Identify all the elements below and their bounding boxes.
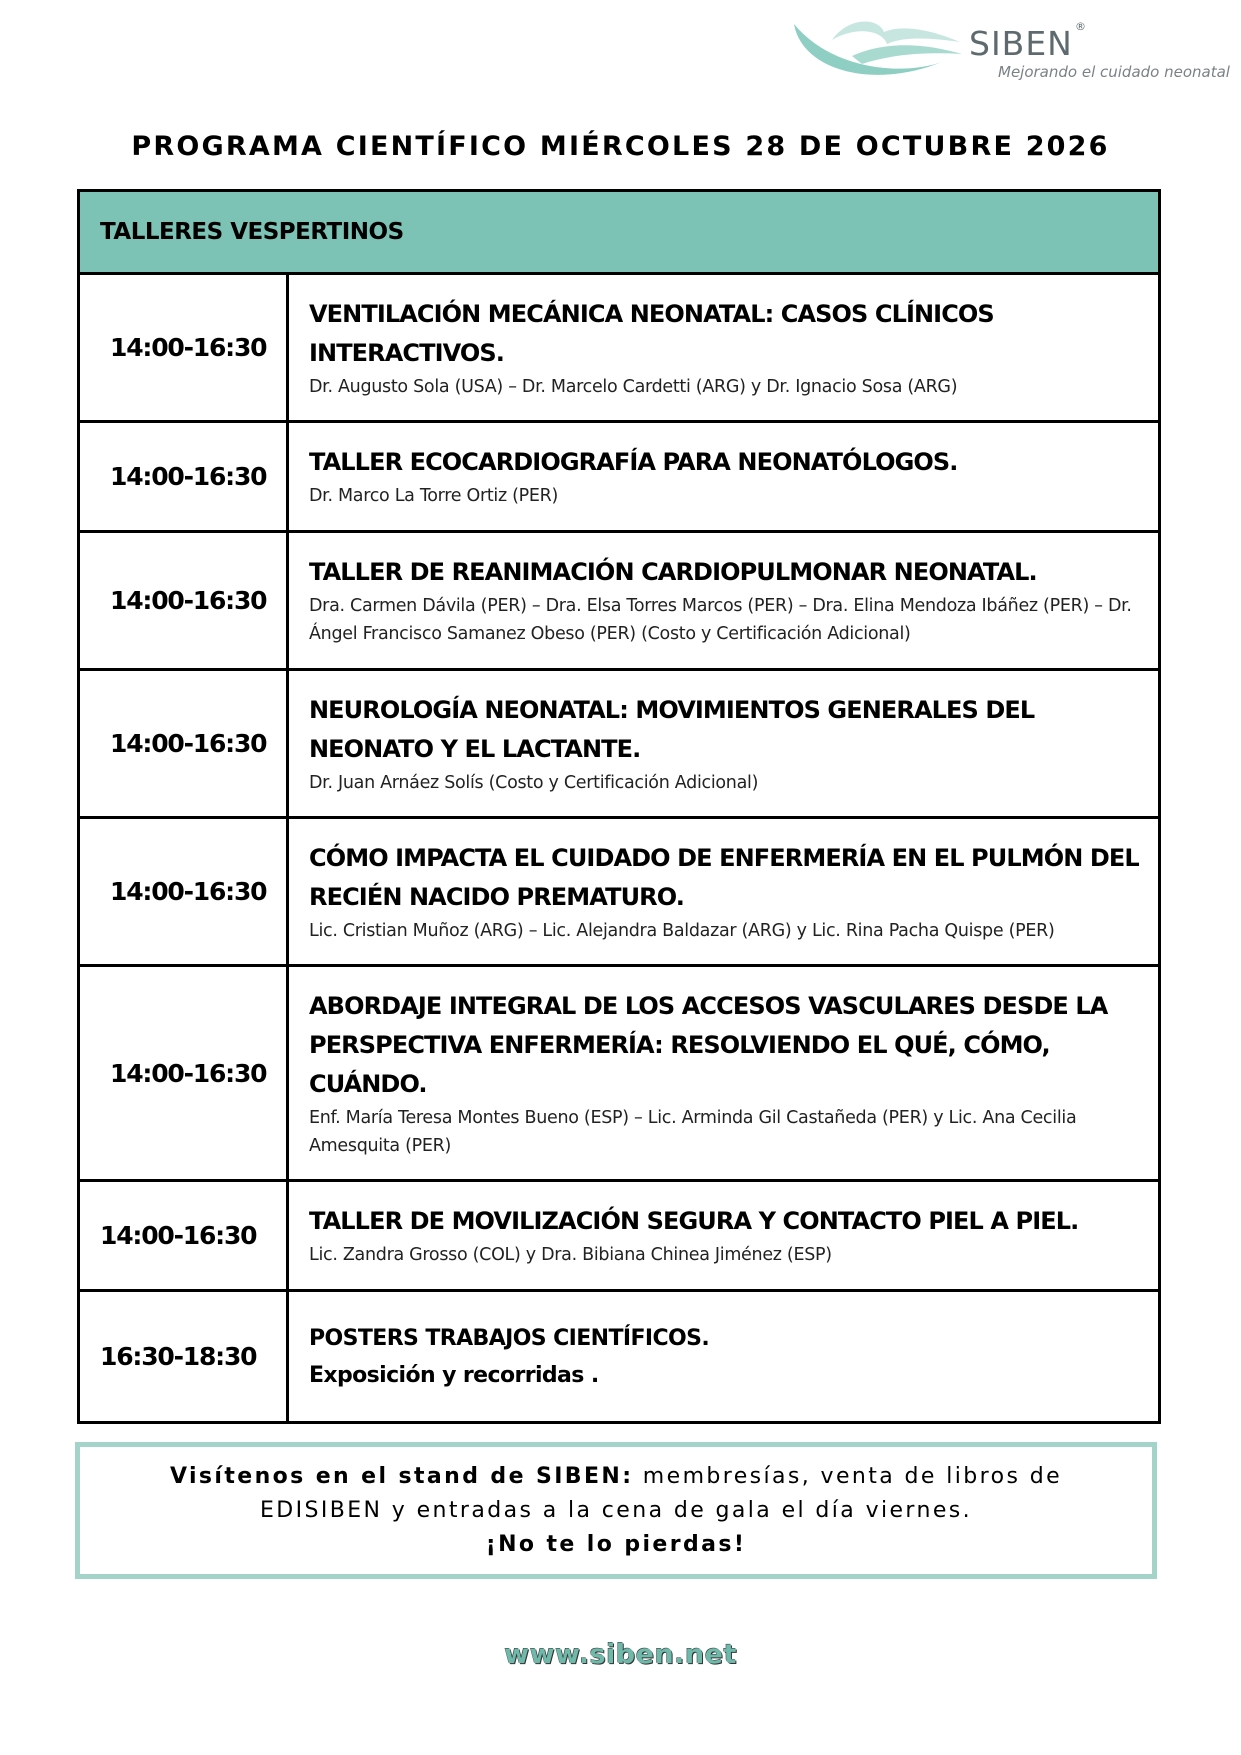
session-speakers: Dra. Carmen Dávila (PER) – Dra. Elsa Torres Marcos (PER) – Dra. Elina Mendoza Ibáñez (PER) – Dr. Ángel Francisco Samanez Obeso (PER) (Costo y Certificación Adicional) bbox=[309, 596, 1132, 644]
session-content bbox=[289, 819, 1158, 964]
session-content bbox=[289, 671, 1158, 816]
session-title: TALLER DE MOVILIZACIÓN SEGURA Y CONTACTO PIEL A PIEL. bbox=[309, 1207, 1079, 1235]
session-time: 14:00-16:30 bbox=[80, 533, 289, 668]
session-content bbox=[289, 1182, 1158, 1289]
promo-body-1: membresías, venta de libros de bbox=[633, 1463, 1063, 1489]
session-content bbox=[289, 423, 1158, 530]
schedule-row bbox=[80, 1182, 1158, 1292]
session-time: 14:00-16:30 bbox=[80, 423, 289, 530]
session-title: TALLER ECOCARDIOGRAFÍA PARA NEONATÓLOGOS. bbox=[309, 448, 958, 476]
session-time: 14:00-16:30 bbox=[80, 967, 289, 1179]
session-time: 14:00-16:30 bbox=[80, 275, 289, 420]
session-speakers: Dr. Augusto Sola (USA) – Dr. Marcelo Cardetti (ARG) y Dr. Ignacio Sosa (ARG) bbox=[309, 376, 958, 397]
siben-swoosh-icon bbox=[792, 10, 972, 90]
schedule-table bbox=[77, 189, 1161, 1424]
session-time: 14:00-16:30 bbox=[80, 819, 289, 964]
posters-title: POSTERS TRABAJOS CIENTÍFICOS. bbox=[309, 1325, 710, 1351]
promo-body-2: EDISIBEN y entradas a la cena de gala el día viernes. bbox=[259, 1497, 973, 1523]
schedule-row bbox=[80, 533, 1158, 671]
logo-tagline: Mejorando el cuidado neonatal bbox=[998, 63, 1230, 81]
session-speakers: Lic. Zandra Grosso (COL) y Dra. Bibiana Chinea Jiménez (ESP) bbox=[309, 1245, 832, 1265]
schedule-row bbox=[80, 1292, 1158, 1421]
siben-stand-promo bbox=[75, 1442, 1157, 1579]
section-header: TALLERES VESPERTINOS bbox=[80, 192, 1158, 275]
posters-time: 16:30-18:30 bbox=[80, 1292, 289, 1421]
logo-registered-mark: ® bbox=[1075, 20, 1086, 33]
promo-cta: ¡No te lo pierdas! bbox=[485, 1531, 747, 1557]
session-title: NEUROLOGÍA NEONATAL: MOVIMIENTOS GENERALES DEL NEONATO Y EL LACTANTE. bbox=[309, 695, 1035, 763]
page-title: PROGRAMA CIENTÍFICO MIÉRCOLES 28 DE OCTUBRE 2026 bbox=[131, 131, 1110, 162]
logo-name: SIBEN bbox=[969, 24, 1073, 63]
website-link[interactable]: www.siben.net bbox=[504, 1639, 737, 1670]
schedule-row bbox=[80, 275, 1158, 423]
session-title: TALLER DE REANIMACIÓN CARDIOPULMONAR NEONATAL. bbox=[309, 558, 1037, 586]
schedule-row bbox=[80, 819, 1158, 967]
session-speakers: Dr. Marco La Torre Ortiz (PER) bbox=[309, 486, 559, 506]
posters-content bbox=[289, 1292, 1158, 1421]
session-title: ABORDAJE INTEGRAL DE LOS ACCESOS VASCULARES DESDE LA PERSPECTIVA ENFERMERÍA: RESOLVIENDO EL QUÉ, CÓMO, CUÁNDO. bbox=[309, 991, 1108, 1098]
session-content bbox=[289, 967, 1158, 1179]
session-speakers: Enf. María Teresa Montes Bueno (ESP) – Lic. Arminda Gil Castañeda (PER) y Lic. Ana Cecilia Amesquita (PER) bbox=[309, 1107, 1077, 1156]
promo-lead: Visítenos en el stand de SIBEN: bbox=[169, 1463, 634, 1489]
promo-line-1 bbox=[170, 1460, 1062, 1494]
session-title: VENTILACIÓN MECÁNICA NEONATAL: CASOS CLÍNICOS INTERACTIVOS. bbox=[309, 299, 994, 367]
schedule-row bbox=[80, 671, 1158, 819]
session-time: 14:00-16:30 bbox=[80, 671, 289, 816]
schedule-row bbox=[80, 967, 1158, 1182]
session-speakers: Lic. Cristian Muñoz (ARG) – Lic. Alejandra Baldazar (ARG) y Lic. Rina Pacha Quispe (PER) bbox=[309, 920, 1055, 941]
siben-logo bbox=[792, 10, 1230, 90]
session-time: 14:00-16:30 bbox=[80, 1182, 289, 1289]
session-content bbox=[289, 533, 1158, 668]
session-content bbox=[289, 275, 1158, 420]
session-speakers: Dr. Juan Arnáez Solís (Costo y Certificación Adicional) bbox=[309, 772, 759, 793]
session-title: CÓMO IMPACTA EL CUIDADO DE ENFERMERÍA EN EL PULMÓN DEL RECIÉN NACIDO PREMATURO. bbox=[309, 843, 1139, 911]
schedule-row bbox=[80, 423, 1158, 533]
posters-subtitle: Exposición y recorridas . bbox=[309, 1362, 599, 1388]
